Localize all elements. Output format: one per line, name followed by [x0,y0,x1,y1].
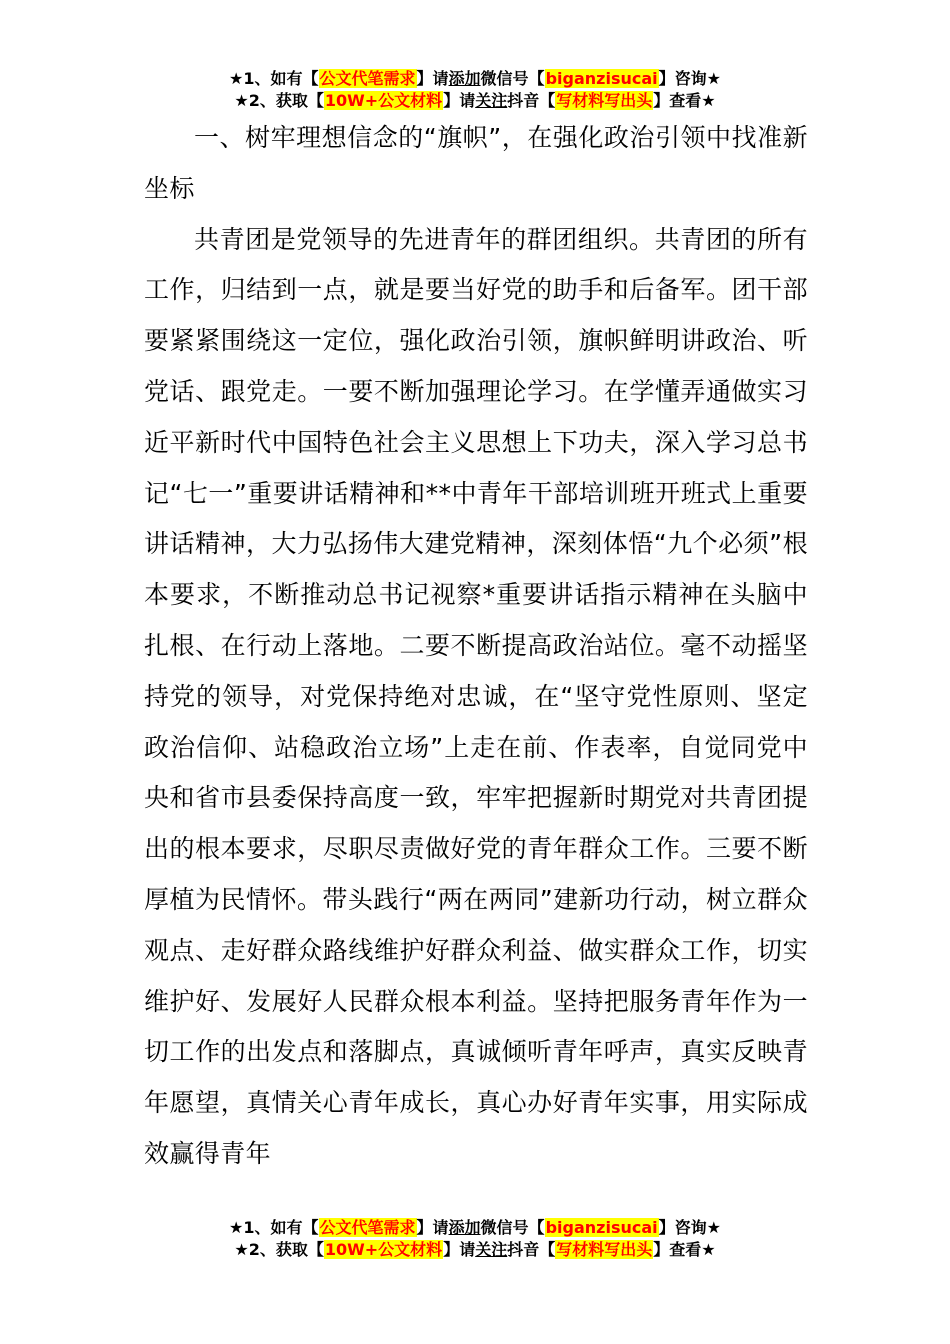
banner-text: 】咨询★ [658,69,721,88]
underlined-add: 添加 [448,69,481,88]
banner-text: 微信号【 [480,1218,545,1237]
document-body [144,113,808,1180]
banner-text: 】请 [443,91,476,110]
banner-text: 抖音【 [507,1240,556,1259]
banner-text: 微信号【 [480,69,545,88]
banner-text: 】查看★ [653,1240,716,1259]
footer-banner [0,1217,950,1261]
header-banner [0,68,950,112]
underlined-add: 添加 [448,1218,481,1237]
header-banner-line-1 [0,68,950,90]
underlined-follow: 关注 [475,91,508,110]
banner-text: 】请 [416,1218,449,1237]
footer-banner-line-2 [0,1239,950,1261]
highlight-wechat-id: biganzisucai [545,1218,658,1237]
highlight-douyin-account: 写材料写出头 [556,91,653,110]
banner-text: ★2、获取【 [234,91,324,110]
underlined-follow: 关注 [475,1240,508,1259]
highlight-materials: 10W+公文材料 [324,91,443,110]
banner-text: ★1、如有【 [229,1218,319,1237]
highlight-douyin-account: 写材料写出头 [556,1240,653,1259]
banner-text: 抖音【 [507,91,556,110]
banner-text: 】请 [443,1240,476,1259]
banner-text: 】请 [416,69,449,88]
highlight-materials: 10W+公文材料 [324,1240,443,1259]
banner-text: 】咨询★ [658,1218,721,1237]
banner-text: ★1、如有【 [229,69,319,88]
footer-banner-line-1 [0,1217,950,1239]
highlight-ghostwriting: 公文代笔需求 [319,1218,416,1237]
header-banner-line-2 [0,90,950,112]
highlight-ghostwriting: 公文代笔需求 [319,69,416,88]
banner-text: 】查看★ [653,91,716,110]
body-paragraph: 共青团是党领导的先进青年的群团组织。共青团的所有工作，归结到一点，就是要当好党的助手和后备军。团干部要紧紧围绕这一定位，强化政治引领，旗帜鲜明讲政治、听党话、跟党走。一要不断加强理论学习。在学懂弄通做实习近平新时代中国特色社会主义思想上下功夫，深入学习总书记“七一”重要讲话精神和**中青年干部培训班开班式上重要讲话精神，大力弘扬伟大建党精神，深刻体悟“九个必须”根本要求，不断推动总书记视察*重要讲话指示精神在头脑中扎根、在行动上落地。二要不断提高政治站位。毫不动摇坚持党的领导，对党保持绝对忠诚，在“坚守党性原则、坚定政治信仰、站稳政治立场”上走在前、作表率，自觉同党中央和省市县委保持高度一致，牢牢把握新时期党对共青团提出的根本要求，尽职尽责做好党的青年群众工作。三要不断厚植为民情怀。带头践行“两在两同”建新功行动，树立群众观点、走好群众路线维护好群众利益、做实群众工作，切实维护好、发展好人民群众根本利益。坚持把服务青年作为一切工作的出发点和落脚点，真诚倾听青年呼声，真实反映青年愿望，真情关心青年成长，真心办好青年实事，用实际成效赢得青年 [144,224,808,1168]
highlight-wechat-id: biganzisucai [545,69,658,88]
banner-text: ★2、获取【 [234,1240,324,1259]
section-heading: 一、树牢理想信念的“旗帜”，在强化政治引领中找准新坐标 [144,123,808,203]
